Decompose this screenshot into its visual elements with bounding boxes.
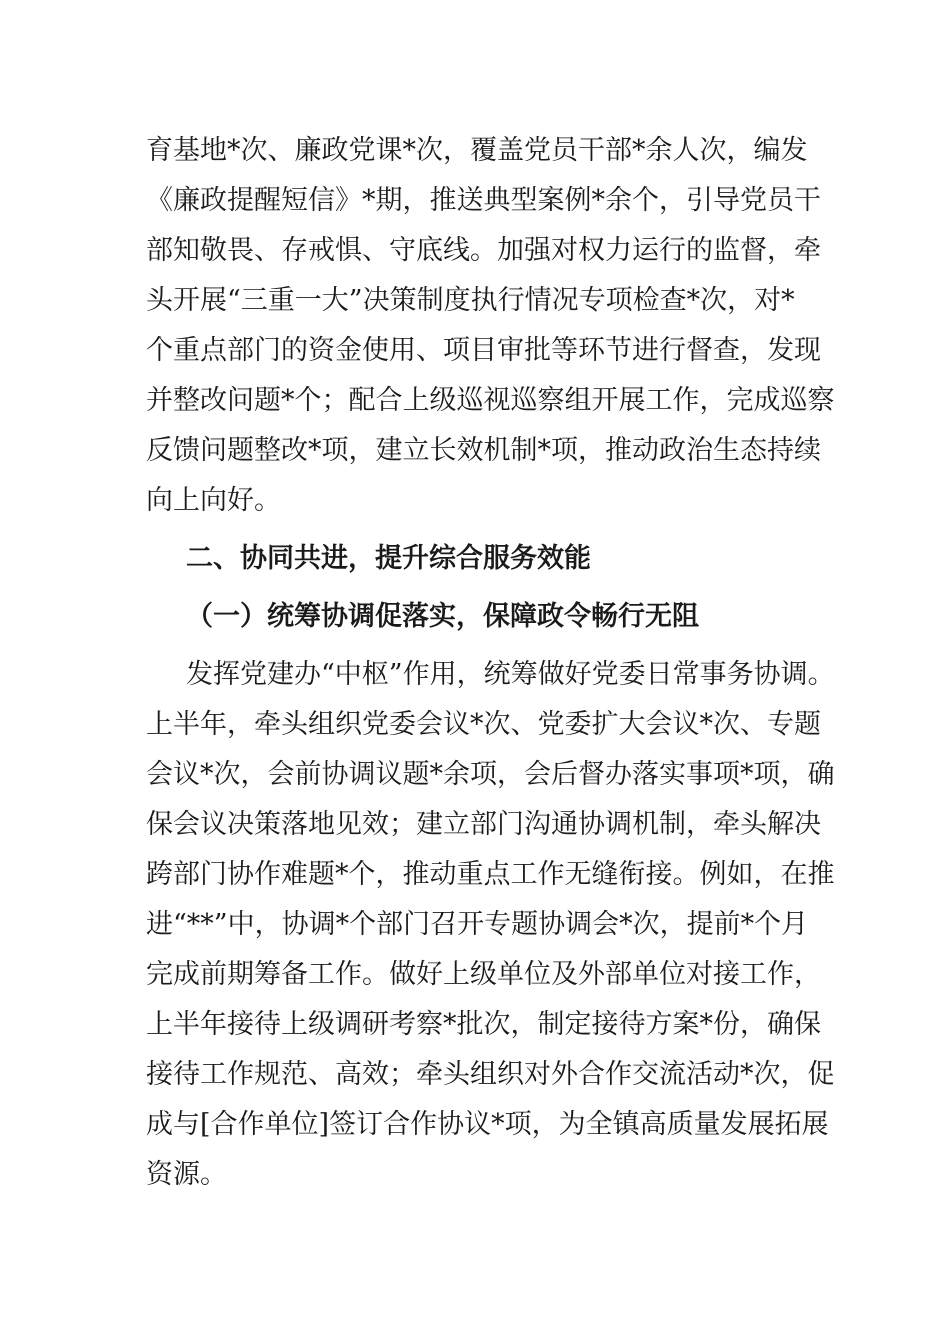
paragraph-line: 进“**”中，协调*个部门召开专题协调会*次，提前*个月 bbox=[146, 909, 809, 940]
paragraph-line: 接待工作规范、高效；牵头组织对外合作交流活动*次，促 bbox=[146, 1059, 835, 1090]
section-heading: 二、协同共进，提升综合服务效能 bbox=[186, 543, 591, 574]
paragraph-line: 向上向好。 bbox=[146, 485, 281, 516]
paragraph-line: 发挥党建办“中枢”作用，统筹做好党委日常事务协调。 bbox=[186, 659, 835, 690]
subsection-heading: （一）统筹协调促落实，保障政令畅行无阻 bbox=[186, 601, 699, 632]
paragraph-line: 会议*次，会前协调议题*余项，会后督办落实事项*项，确 bbox=[146, 759, 835, 790]
paragraph-line: 跨部门协作难题*个，推动重点工作无缝衔接。例如，在推 bbox=[146, 859, 835, 890]
paragraph-line: 上半年，牵头组织党委会议*次、党委扩大会议*次、专题 bbox=[146, 709, 821, 740]
paragraph-line: 个重点部门的资金使用、项目审批等环节进行督查，发现 bbox=[146, 335, 821, 366]
paragraph-line: 育基地*次、廉政党课*次，覆盖党员干部*余人次，编发 bbox=[146, 135, 808, 166]
paragraph-line: 反馈问题整改*项，建立长效机制*项，推动政治生态持续 bbox=[146, 435, 821, 466]
paragraph-line: 头开展“三重一大”决策制度执行情况专项检查*次，对* bbox=[146, 285, 795, 316]
paragraph-line: 成与[合作单位]签订合作协议*项，为全镇高质量发展拓展 bbox=[146, 1109, 829, 1140]
paragraph-line: 部知敬畏、存戒惧、守底线。加强对权力运行的监督，牵 bbox=[146, 235, 821, 266]
paragraph-line: 完成前期筹备工作。做好上级单位及外部单位对接工作， bbox=[146, 959, 821, 990]
paragraph-line: 保会议决策落地见效；建立部门沟通协调机制，牵头解决 bbox=[146, 809, 821, 840]
paragraph-line: 资源。 bbox=[146, 1159, 227, 1190]
paragraph-line: 上半年接待上级调研考察*批次，制定接待方案*份，确保 bbox=[146, 1009, 821, 1040]
paragraph-line: 《廉政提醒短信》*期，推送典型案例*余个，引导党员干 bbox=[146, 185, 821, 216]
paragraph-line: 并整改问题*个；配合上级巡视巡察组开展工作，完成巡察 bbox=[146, 385, 835, 416]
